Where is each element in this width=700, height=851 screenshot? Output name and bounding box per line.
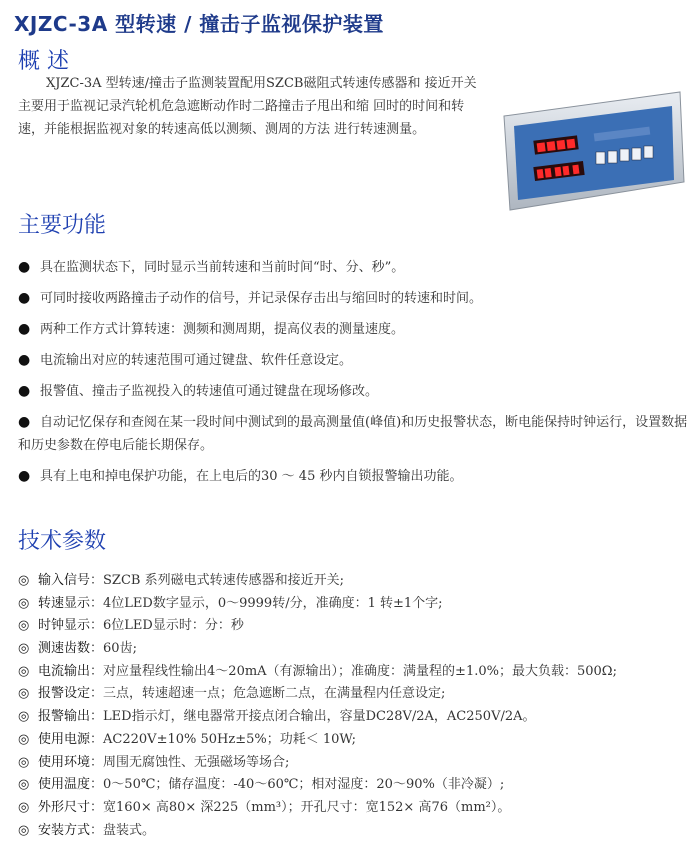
filled-circle-bullet-icon: ● [18,414,31,430]
filled-circle-bullet-icon: ● [18,259,31,275]
list-item: ● 自动记忆保存和查阅在某一段时间中测试到的最高测量值(峰值)和历史报警状态，断电能保持时钟运行，设置数据和历史参数在停电后能长期保存。 [18,411,698,457]
list-item: ◎ 报警设定：三点，转速超速一点；危急遮断二点，在满量程内任意设定; [18,683,698,706]
list-item: ● 可同时接收两路撞击子动作的信号，并记录保存击出与缩回时的转速和时间。 [18,287,698,310]
list-item: ● 两种工作方式计算转速：测频和测周期，提高仪表的测量速度。 [18,318,698,341]
double-circle-bullet-icon: ◎ [18,641,30,657]
parameter-list [18,570,698,842]
double-circle-bullet-icon: ◎ [18,731,30,747]
params-heading: 技术参数 [18,529,107,554]
list-item: ● 电流输出对应的转速范围可通过键盘、软件任意设定。 [18,349,698,372]
list-item: ◎ 使用温度：0～50℃；储存温度：-40～60℃；相对湿度：20～90%（非冷凝）; [18,774,698,797]
overview-paragraph [18,72,488,141]
filled-circle-bullet-icon: ● [18,290,31,306]
double-circle-bullet-icon: ◎ [18,777,30,793]
filled-circle-bullet-icon: ● [18,352,31,368]
double-circle-bullet-icon: ◎ [18,754,30,770]
double-circle-bullet-icon: ◎ [18,663,30,679]
overview-heading: 概 述 [18,49,69,74]
double-circle-bullet-icon: ◎ [18,573,30,588]
double-circle-bullet-icon: ◎ [18,709,30,725]
panel-meter-device-image [500,86,686,214]
list-item: ◎ 测速齿数：60齿; [18,638,698,661]
double-circle-bullet-icon: ◎ [18,822,30,838]
double-circle-bullet-icon: ◎ [18,618,30,634]
list-item: ◎ 安装方式：盘装式。 [18,820,698,843]
filled-circle-bullet-icon: ● [18,468,31,484]
page-title: XJZC-3A 型转速 / 撞击子监视保护装置 [14,12,384,36]
list-item: ◎ 时钟显示：6位LED显示时：分：秒 [18,615,698,638]
list-item: ● 具在监测状态下，同时显示当前转速和当前时间“时、分、秒”。 [18,256,698,279]
list-item: ◎ 输入信号：SZCB 系列磁电式转速传感器和接近开关; [18,570,698,593]
list-item: ◎ 使用环境：周围无腐蚀性、无强磁场等场合; [18,752,698,775]
double-circle-bullet-icon: ◎ [18,595,30,611]
list-item: ● 报警值、撞击子监视投入的转速值可通过键盘在现场修改。 [18,380,698,403]
list-item: ◎ 使用电源：AC220V±10% 50Hz±5%；功耗＜ 10W; [18,729,698,752]
double-circle-bullet-icon: ◎ [18,686,30,702]
list-item: ◎ 转速显示：4位LED数字显示，0～9999转/分，准确度：1 转±1个字; [18,593,698,616]
list-item: ● 具有上电和掉电保护功能，在上电后的30 ～ 45 秒内自锁报警输出功能。 [18,465,698,488]
list-item: ◎ 外形尺寸：宽160× 高80× 深225（mm³）；开孔尺寸：宽152× 高76（mm²）。 [18,797,698,820]
feature-list [18,256,698,496]
filled-circle-bullet-icon: ● [18,321,31,337]
list-item: ◎ 电流输出：对应量程线性输出4～20mA（有源输出）；准确度：满量程的±1.0%；最大负载：500Ω; [18,661,698,684]
overview-text: XJZC-3A 型转速/撞击子监测装置配用SZCB磁阻式转速传感器和 接近开关主要用于监视记录汽轮机危急遮断动作时二路撞击子甩出和缩 回时的时间和转速，并能根据监视对象的转速高低以测频、测周的方法 进行转速测量。 [18,76,477,137]
filled-circle-bullet-icon: ● [18,383,31,399]
features-heading: 主要功能 [18,213,107,238]
double-circle-bullet-icon: ◎ [18,799,30,815]
list-item: ◎ 报警输出：LED指示灯，继电器常开接点闭合输出，容量DC28V/2A，AC250V/2A。 [18,706,698,729]
